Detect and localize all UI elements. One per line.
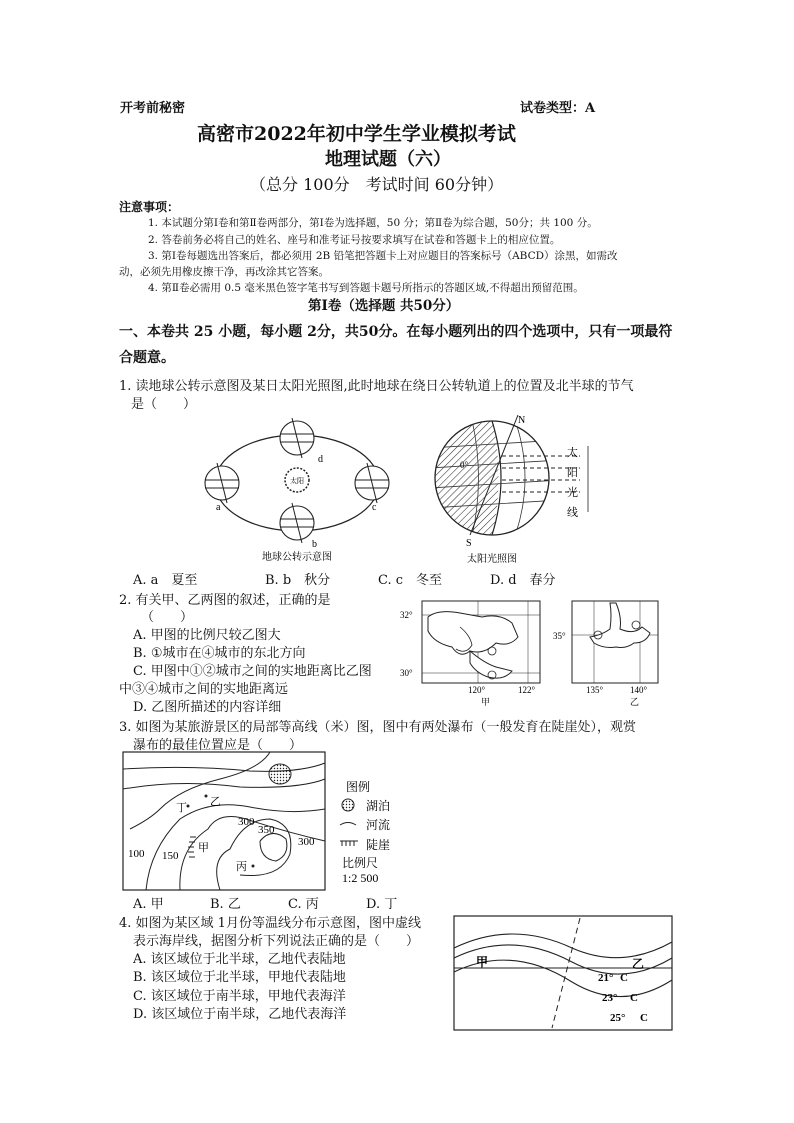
- legend-river: 河流: [366, 818, 391, 832]
- q4-option-a[interactable]: A. 该区域位于北半球，乙地代表陆地: [133, 952, 346, 967]
- notice-heading: 注意事项：: [119, 200, 180, 214]
- orbit-label-c: c: [372, 502, 377, 513]
- isotherm-jia: 甲: [476, 955, 489, 969]
- q4-option-c[interactable]: C. 该区域位于南半球，甲地代表海洋: [133, 989, 346, 1004]
- isotherm-unit: C: [640, 1012, 648, 1024]
- q1-stem: 是（ ）: [131, 397, 197, 412]
- yi-lon-right: 140°: [630, 685, 648, 695]
- q2-option-a[interactable]: A. 甲图的比例尺较乙图大: [133, 628, 281, 643]
- map-yi: [550, 597, 660, 709]
- notice-item: 动，必须先用橡皮擦干净，再改涂其它答案。: [119, 266, 329, 278]
- isotherm-unit: C: [630, 992, 638, 1004]
- q1-option-a[interactable]: A. a 夏至: [133, 573, 198, 588]
- secret-label: 开考前秘密: [120, 101, 186, 116]
- contour-label: 300: [298, 836, 315, 848]
- q2-option-c-cont: 中③④城市之间的实地距离远: [119, 682, 289, 697]
- q1-option-b[interactable]: B. b 秋分: [265, 573, 331, 588]
- q3-stem: 3. 如图为某旅游景区的局部等高线（米）图，图中有两处瀑布（一般发育在陡崖处），观赏: [119, 720, 637, 735]
- q3-stem: 瀑布的最佳位置应是（ ）: [133, 738, 303, 753]
- place-jia: 甲: [198, 842, 209, 854]
- orbit-label-b: b: [312, 539, 317, 550]
- north-label: N: [518, 415, 526, 426]
- q3-option-c[interactable]: C. 丙: [288, 897, 319, 912]
- yi-lon-left: 135°: [586, 685, 604, 695]
- exam-title: 高密市2022年初中学生学业模拟考试: [197, 123, 516, 145]
- isotherm-23: 23°: [602, 992, 618, 1004]
- jia-name: 甲: [481, 697, 491, 707]
- revolution-diagram: [200, 410, 400, 565]
- legend-scale-label: 比例尺: [342, 856, 379, 870]
- q4-stem: 表示海岸线，据图分析下列说法正确的是（ ）: [133, 934, 420, 949]
- place-ding: 丁: [176, 802, 187, 814]
- light-label: 阳: [567, 467, 578, 479]
- exam-subtitle: 地理试题（六）: [325, 149, 451, 170]
- legend-scale: 1:2 500: [342, 871, 379, 885]
- jia-lon-left: 120°: [468, 685, 486, 695]
- light-label: 光: [567, 487, 578, 499]
- legend-cliff: 陡崖: [366, 838, 391, 852]
- jia-lat-top: 32°: [400, 610, 413, 620]
- part-heading: 合题意。: [119, 350, 175, 366]
- orbit-label-a: a: [216, 502, 221, 513]
- q3-option-a[interactable]: A. 甲: [133, 897, 164, 912]
- legend-lake: 湖泊: [366, 799, 391, 813]
- q4-option-d[interactable]: D. 该区域位于南半球，乙地代表海洋: [133, 1007, 347, 1022]
- contour-label: 300: [238, 816, 255, 828]
- zero-label: 0°: [460, 460, 469, 470]
- sunlight-caption: 太阳光照图: [467, 554, 517, 565]
- q2-stem: 2. 有关甲、乙两图的叙述，正确的是: [119, 593, 331, 608]
- sun-label: 太阳: [290, 477, 304, 485]
- place-bing: 丙: [236, 861, 247, 873]
- isotherm-yi: 乙: [632, 957, 645, 971]
- q2-option-b[interactable]: B. ①城市在④城市的东北方向: [133, 646, 306, 661]
- revolution-caption: 地球公转示意图: [262, 552, 332, 563]
- notice-item: 3. 第Ⅰ卷每题选出答案后，都必须用 2B 铅笔把答题卡上对应题目的答案标号（ABCD）涂黑，如需改: [148, 250, 618, 262]
- orbit-label-d: d: [318, 454, 323, 465]
- q2-option-c[interactable]: C. 甲图中①②城市之间的实地距离比乙图: [133, 664, 372, 679]
- notice-item: 2. 答卷前务必将自己的姓名、座号和准考证号按要求填写在试卷和答题卡上的相应位置。: [148, 234, 561, 246]
- q1-option-d[interactable]: D. d 春分: [490, 573, 556, 588]
- q2-option-d[interactable]: D. 乙图所描述的内容详细: [133, 700, 282, 715]
- q2-stem: （ ）: [141, 610, 194, 625]
- q3-option-b[interactable]: B. 乙: [210, 897, 241, 912]
- part-heading: 一、本卷共 25 小题，每小题 2分，共50分。在每小题列出的四个选项中，只有一项最符: [119, 324, 673, 340]
- light-label: 太: [567, 447, 578, 459]
- yi-name: 乙: [630, 697, 640, 707]
- contour-map: [120, 749, 420, 894]
- sunlight-diagram: [430, 410, 605, 570]
- isotherm-chart: [452, 914, 674, 1034]
- q1-option-c[interactable]: C. c 冬至: [378, 573, 443, 588]
- jia-lon-right: 122°: [518, 685, 536, 695]
- isotherm-25: 25°: [610, 1012, 626, 1024]
- legend-title: 图例: [346, 780, 371, 794]
- south-label: S: [466, 538, 472, 549]
- exam-meta: （总分 100分 考试时间 60分钟）: [250, 175, 504, 194]
- isotherm-21: 21°: [598, 972, 614, 984]
- light-label: 线: [567, 507, 578, 519]
- q4-stem: 4. 如图为某区域 1月份等温线分布示意图，图中虚线: [119, 916, 421, 931]
- q1-stem: 1. 读地球公转示意图及某日太阳光照图,此时地球在绕日公转轨道上的位置及北半球的节气: [119, 379, 634, 394]
- jia-lat-bottom: 30°: [400, 668, 413, 678]
- place-yi: 乙: [210, 796, 221, 808]
- isotherm-unit: C: [620, 972, 628, 984]
- notice-item: 4. 第Ⅱ卷必需用 0.5 毫米黑色签字笔书写到答题卡题号所指示的答题区域,不得超出预留范围。: [148, 282, 584, 294]
- contour-label: 150: [162, 850, 179, 862]
- contour-label: 350: [258, 824, 275, 836]
- q3-option-d[interactable]: D. 丁: [366, 897, 398, 912]
- yi-lat: 35°: [553, 631, 566, 641]
- section-title: 第Ⅰ卷（选择题 共50分）: [308, 298, 460, 314]
- contour-label: 100: [128, 848, 145, 860]
- map-jia: [400, 597, 550, 709]
- paper-type: 试卷类型：A: [520, 101, 596, 116]
- notice-item: 1. 本试题分第Ⅰ卷和第Ⅱ卷两部分，第Ⅰ卷为选择题，50 分；第Ⅱ卷为综合题，50分；共 100 分。: [148, 217, 598, 229]
- q4-option-b[interactable]: B. 该区域位于北半球，甲地代表陆地: [133, 970, 346, 985]
